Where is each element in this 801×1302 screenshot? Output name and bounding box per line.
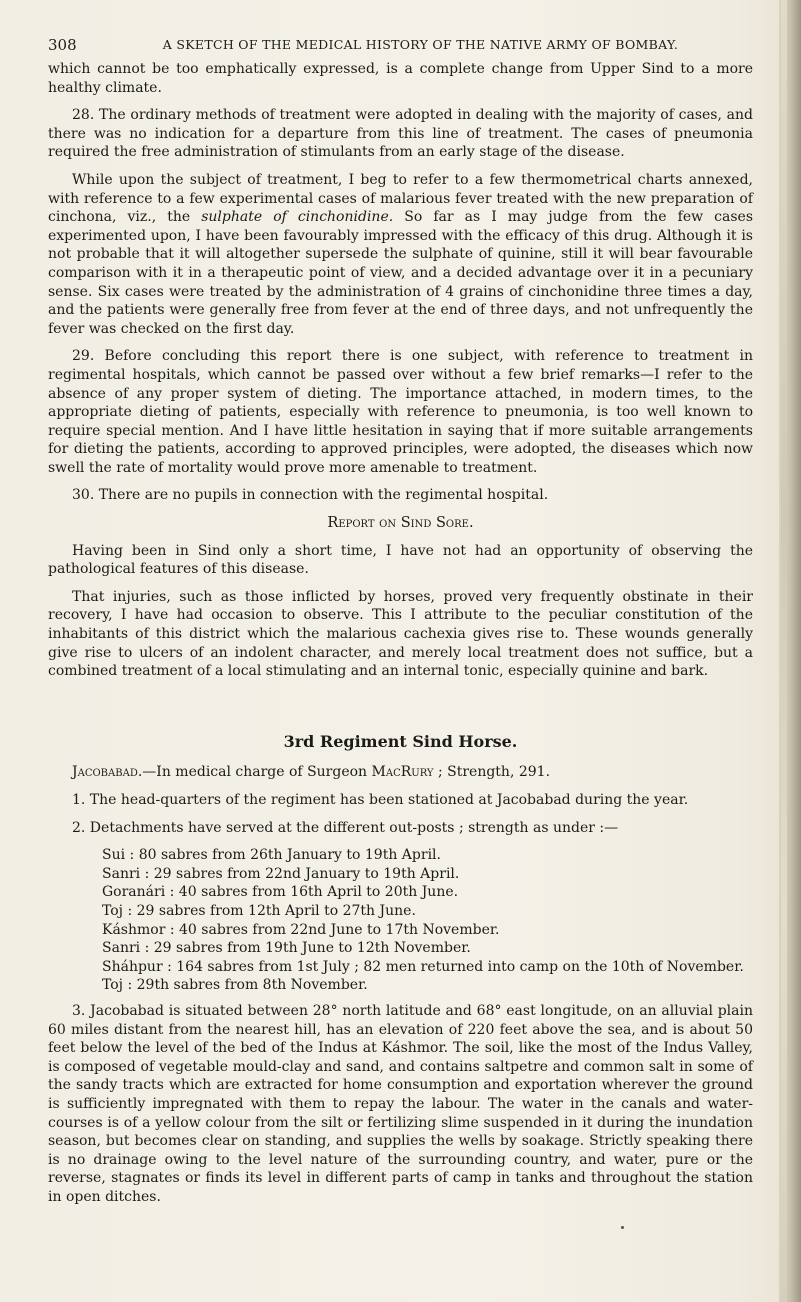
paragraph-30: 30. There are no pupils in connection with the regimental hospital. <box>72 487 549 504</box>
regiment-paragraph-1: 1. The head-quarters of the regiment has been stationed at Jacobabad during the year. <box>72 792 689 808</box>
charge-text: —In medical charge of Surgeon <box>142 764 372 781</box>
section-heading-regiment: 3rd Regiment Sind Horse. <box>283 731 518 751</box>
detachment-list <box>48 846 753 995</box>
list-item: Toj : 29 sabres from 12th April to 27th June. <box>102 902 416 919</box>
ink-spot <box>621 1226 624 1229</box>
regiment-paragraph-2: 2. Detachments have served at the different out-posts ; strength as under :— <box>72 819 619 836</box>
paragraph-29: 29. Before concluding this report there is one subject, with reference to treatment in regimental hospitals, which cannot be passed over without a few brief remarks—I refer to the absence of any proper system of dieting. The importance attached, in modern times, to the appropriate dieting of patients, especially with reference to pneumonia, is too well known to require special mention. And I have little hesitation in saying that if more suitable arrangements for dieting the patients, according to approved principles, were adopted, the diseases which now swell the rate of mortality would prove more amenable to treatment. <box>48 348 753 476</box>
list-item: Sui : 80 sabres from 26th January to 19th April. <box>102 847 441 864</box>
list-item: Sanri : 29 sabres from 19th June to 12th November. <box>102 940 471 957</box>
paragraph-28: 28. The ordinary methods of treatment were adopted in dealing with the majority of cases, and there was no indication for a departure from this line of treatment. The cases of pneumonia required the free administration of stimulants from an early stage of the disease. <box>48 107 753 161</box>
list-item: Káshmor : 40 sabres from 22nd June to 17th November. <box>102 921 500 938</box>
list-item: Goranári : 40 sabres from 16th April to 20th June. <box>102 884 459 901</box>
paragraph-28-treatment <box>48 171 753 338</box>
running-title: A SKETCH OF THE MEDICAL HISTORY OF THE NATIVE ARMY OF BOMBAY. <box>162 37 679 52</box>
paragraph-intro: which cannot be too emphatically expressed, is a complete change from Upper Sind to a more healthy climate. <box>48 61 753 96</box>
page-number: 308 <box>48 36 77 54</box>
list-item: Toj : 29th sabres from 8th November. <box>102 977 368 994</box>
surgeon-name: MacRury <box>371 764 434 781</box>
sind-sore-paragraph-1: Having been in Sind only a short time, I have not had an opportunity of observing the pathological features of this disease. <box>48 542 753 578</box>
paragraph-28-text-a: While upon the subject of treatment, I beg to refer to a few thermometrical charts annexed, with reference to a few experimental cases of malarious fever treated with the new preparation of cinchona, viz., the <box>48 171 753 226</box>
page-header <box>48 36 753 58</box>
list-item: Sháhpur : 164 sabres from 1st July ; 82 men returned into camp on the 10th of November. <box>102 958 744 975</box>
strength-text: ; Strength, 291. <box>433 764 551 781</box>
section-heading-sind-sore: Report on Sind Sore. <box>327 515 474 532</box>
regiment-charge-line <box>48 763 753 782</box>
paragraph-28-text-b: So far as I may judge from the few cases experimented upon, I have been favourably impressed with the efficacy of this drug. Although it is not probable that it will altogether supersede the sulphate of quinine, still it will bear favourable comparison with it in a therapeutic point of view, and a decided advantage over it in a pecuniary sense. Six cases were treated by the administration of 4 grains of cinchonidine three times a day, and the patients were generally free from fever at the end of three days, and not unfrequently the fever was checked on the first day. <box>48 209 754 337</box>
page-body <box>48 60 753 1215</box>
page-binding-edge <box>779 0 801 1302</box>
place-name: Jacobabad. <box>72 764 143 781</box>
regiment-paragraph-3: 3. Jacobabad is situated between 28° north latitude and 68° east longitude, on an alluvial plain 60 miles distant from the nearest hill, has an elevation of 220 feet above the sea, and is about 50 feet below the level of the bed of the Indus at Káshmor. The soil, like the most of the Indus Valley, is composed of vegetable mould-clay and sand, and contains saltpetre and common salt in some of the sandy tracts which are extracted for home consumption and exportation wherever the ground is sufficiently impregnated with them to repay the labour. The water in the canals and water-courses is of a yellow colour from the silt or fertilizing slime suspended in it during the inundation season, but becomes clear on standing, and supplies the wells by soakage. Strictly speaking there is no drainage owing to the level nature of the surrounding country, and water, pure or the reverse, stagnates or finds its level in different parts of camp in tanks and throughout the station in open ditches. <box>48 1002 753 1205</box>
sind-sore-paragraph-2: That injuries, such as those inflicted by horses, proved very frequently obstinate in their recovery, I have had occasion to observe. This I attribute to the peculiar constitution of the inhabitants of this district which the malarious cachexia gives rise to. These wounds generally give rise to ulcers of an indolent character, and merely local treatment does not suffice, but a combined treatment of a local stimulating and an internal tonic, especially quinine and bark. <box>48 588 753 680</box>
list-item: Sanri : 29 sabres from 22nd January to 19th April. <box>102 865 460 882</box>
drug-name-italic: sulphate of cinchonidine. <box>201 209 394 226</box>
